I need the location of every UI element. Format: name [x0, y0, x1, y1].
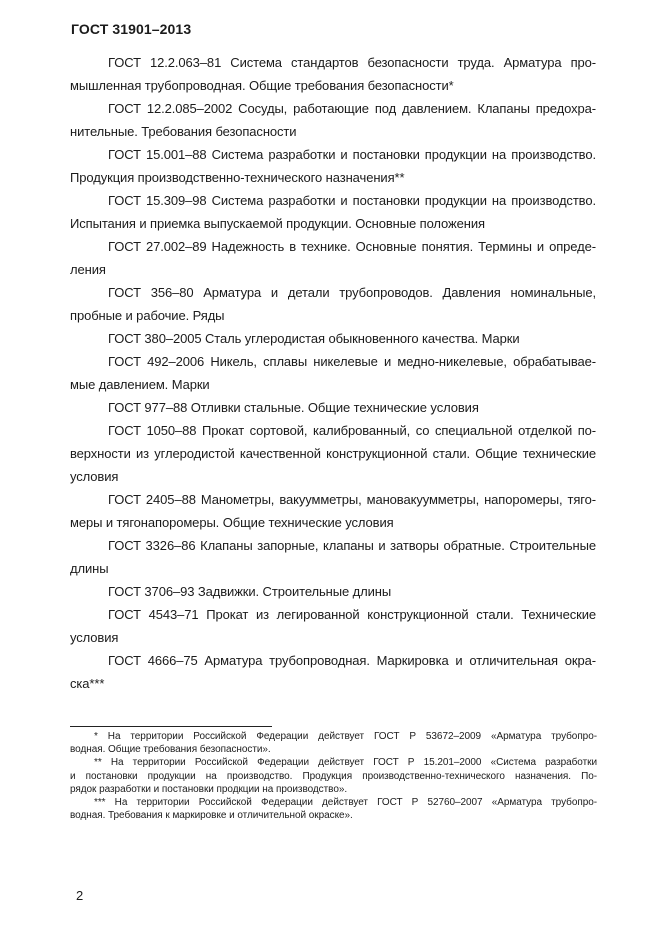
reference-line: условия: [70, 630, 119, 645]
reference-line: условия: [70, 469, 119, 484]
reference-line: ГОСТ 492–2006 Никель, сплавы никелевые и медно-никелевые, обрабатывае-: [108, 354, 596, 369]
reference-line: ГОСТ 2405–88 Манометры, вакуумметры, мановакуумметры, напоромеры, тяго-: [108, 492, 596, 507]
reference-line: ГОСТ 15.001–88 Система разработки и постановки продукции на производство.: [108, 147, 596, 162]
reference-line: ГОСТ 380–2005 Сталь углеродистая обыкновенного качества. Марки: [108, 331, 520, 346]
reference-line: ГОСТ 3326–86 Клапаны запорные, клапаны и затворы обратные. Строительные: [108, 538, 596, 553]
reference-line: ления: [70, 262, 106, 277]
reference-line: ГОСТ 1050–88 Прокат сортовой, калиброванный, со специальной отделкой по-: [108, 423, 596, 438]
document-title: ГОСТ 31901–2013: [71, 21, 192, 37]
footnote-line: и постановки продукции на производство. Продукция производственно-технического назначения. По-: [70, 770, 597, 782]
reference-line: Испытания и приемка выпускаемой продукции. Основные положения: [70, 216, 485, 231]
footnotes-section: [70, 726, 597, 822]
reference-line: ГОСТ 12.2.063–81 Система стандартов безопасности труда. Арматура про-: [108, 55, 596, 70]
reference-line: мышленная трубопроводная. Общие требования безопасности*: [70, 78, 454, 93]
reference-line: ГОСТ 977–88 Отливки стальные. Общие технические условия: [108, 400, 479, 415]
reference-line: пробные и рабочие. Ряды: [70, 308, 225, 323]
reference-line: ГОСТ 12.2.085–2002 Сосуды, работающие под давлением. Клапаны предохра-: [108, 101, 596, 116]
reference-line: ГОСТ 27.002–89 Надежность в технике. Основные понятия. Термины и опреде-: [108, 239, 596, 254]
references-section: [70, 51, 596, 695]
footnote-line: ** На территории Российской Федерации действует ГОСТ Р 15.201–2000 «Система разработки: [94, 757, 597, 769]
reference-line: ГОСТ 4543–71 Прокат из легированной конструкционной стали. Технические: [108, 607, 596, 622]
reference-line: нительные. Требования безопасности: [70, 124, 297, 139]
reference-line: ГОСТ 15.309–98 Система разработки и постановки продукции на производство.: [108, 193, 596, 208]
footnote-line: водная. Требования к маркировке и отличительной окраске».: [70, 810, 353, 822]
footnote-list: [70, 730, 597, 822]
reference-line: Продукция производственно-технического назначения**: [70, 170, 405, 185]
reference-line: мые давлением. Марки: [70, 377, 210, 392]
reference-line: длины: [70, 561, 109, 576]
page-number: 2: [76, 888, 84, 903]
reference-line: ска***: [70, 676, 105, 691]
reference-line: ГОСТ 4666–75 Арматура трубопроводная. Маркировка и отличительная окра-: [108, 653, 596, 668]
reference-line: ГОСТ 356–80 Арматура и детали трубопроводов. Давления номинальные,: [108, 285, 596, 300]
reference-line: меры и тягонапоромеры. Общие технические условия: [70, 515, 394, 530]
footnote-line: * На территории Российской Федерации действует ГОСТ Р 53672–2009 «Арматура трубопро-: [94, 731, 597, 742]
reference-line: ГОСТ 3706–93 Задвижки. Строительные длины: [108, 584, 392, 599]
footnote-separator: [70, 726, 272, 727]
footnote-line: водная. Общие требования безопасности».: [70, 744, 271, 756]
footnote-line: рядок разработки и постановки продкции на производство».: [70, 783, 348, 795]
footnote-line: *** На территории Российской Федерации действует ГОСТ Р 52760–2007 «Арматура трубопро-: [94, 797, 597, 809]
reference-line: верхности из углеродистой качественной конструкционной стали. Общие технические: [70, 446, 596, 461]
